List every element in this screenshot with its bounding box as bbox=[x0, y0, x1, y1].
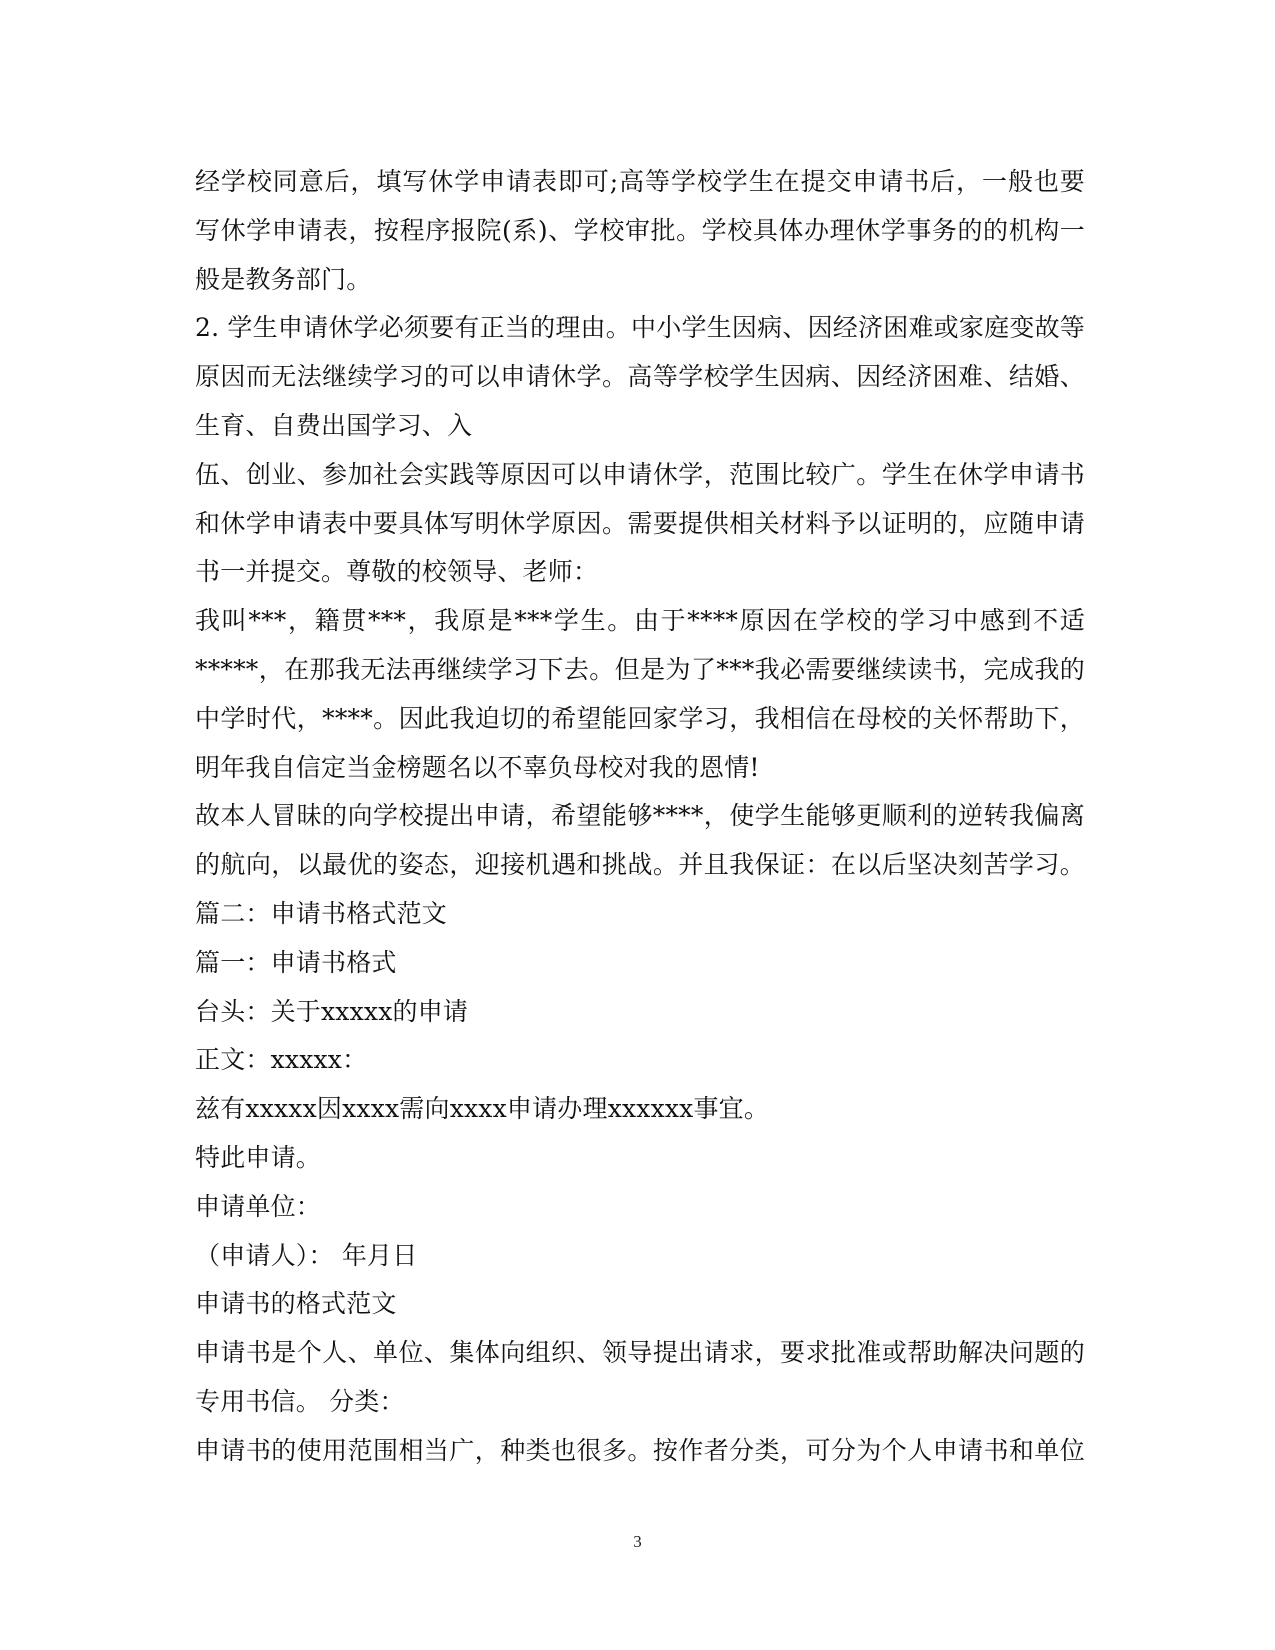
text-line: 申请书是个人、单位、集体向组织、领导提出请求，要求批准或帮助解决问题的 bbox=[195, 1338, 1085, 1368]
text-line: 正文：xxxxx： bbox=[195, 1045, 368, 1075]
text-line: 特此申请。 bbox=[195, 1142, 322, 1172]
text-line: 般是教务部门。 bbox=[195, 264, 372, 294]
text-line: 篇二：申请书格式范文 bbox=[195, 898, 448, 928]
document-body bbox=[195, 158, 1085, 1476]
text-line: 和休学申请表中要具体写明休学原因。需要提供相关材料予以证明的，应随申请 bbox=[195, 508, 1085, 538]
text-line: 申请书的使用范围相当广，种类也很多。按作者分类，可分为个人申请书和单位 bbox=[195, 1435, 1085, 1465]
text-line: 申请单位： bbox=[195, 1191, 322, 1221]
page-number: 3 bbox=[633, 1532, 642, 1551]
text-line: 经学校同意后，填写休学申请表即可;高等学校学生在提交申请书后，一般也要 bbox=[195, 167, 1085, 196]
text-line: 生育、自费出国学习、入 bbox=[195, 410, 473, 440]
text-line: 明年我自信定当金榜题名以不辜负母校对我的恩情! bbox=[195, 752, 760, 782]
text-line: 写休学申请表，按程序报院(系)、学校审批。学校具体办理休学事务的的机构一 bbox=[195, 215, 1085, 245]
text-line: 专用书信。 分类： bbox=[195, 1386, 405, 1416]
text-line: 台头：关于xxxxx的申请 bbox=[195, 996, 469, 1026]
text-line: 故本人冒昧的向学校提出申请，希望能够****，使学生能够更顺利的逆转我偏离 bbox=[195, 801, 1085, 831]
text-line: 原因而无法继续学习的可以申请休学。高等学校学生因病、因经济困难、结婚、 bbox=[195, 362, 1085, 392]
text-line: 篇一：申请书格式 bbox=[195, 947, 397, 977]
text-line: 中学时代，****。因此我迫切的希望能回家学习，我相信在母校的关怀帮助下， bbox=[195, 703, 1085, 733]
text-line: 申请书的格式范文 bbox=[195, 1289, 397, 1319]
text-line: 2. 学生申请休学必须要有正当的理由。中小学生因病、因经济困难或家庭变故等 bbox=[195, 313, 1085, 343]
text-line: 我叫***，籍贯***，我原是***学生。由于****原因在学校的学习中感到不适 bbox=[195, 606, 1085, 636]
text-line: 书一并提交。尊敬的校领导、老师： bbox=[195, 557, 599, 587]
text-line: *****，在那我无法再继续学习下去。但是为了***我必需要继续读书，完成我的 bbox=[195, 654, 1085, 684]
text-line: （申请人）： 年月日 bbox=[195, 1240, 418, 1270]
text-line: 的航向，以最优的姿态，迎接机遇和挑战。并且我保证：在以后坚决刻苦学习。 bbox=[195, 850, 1085, 880]
text-line: 兹有xxxxx因xxxx需向xxxx申请办理xxxxxx事宜。 bbox=[195, 1094, 770, 1124]
text-line: 伍、创业、参加社会实践等原因可以申请休学，范围比较广。学生在休学申请书 bbox=[195, 459, 1085, 489]
